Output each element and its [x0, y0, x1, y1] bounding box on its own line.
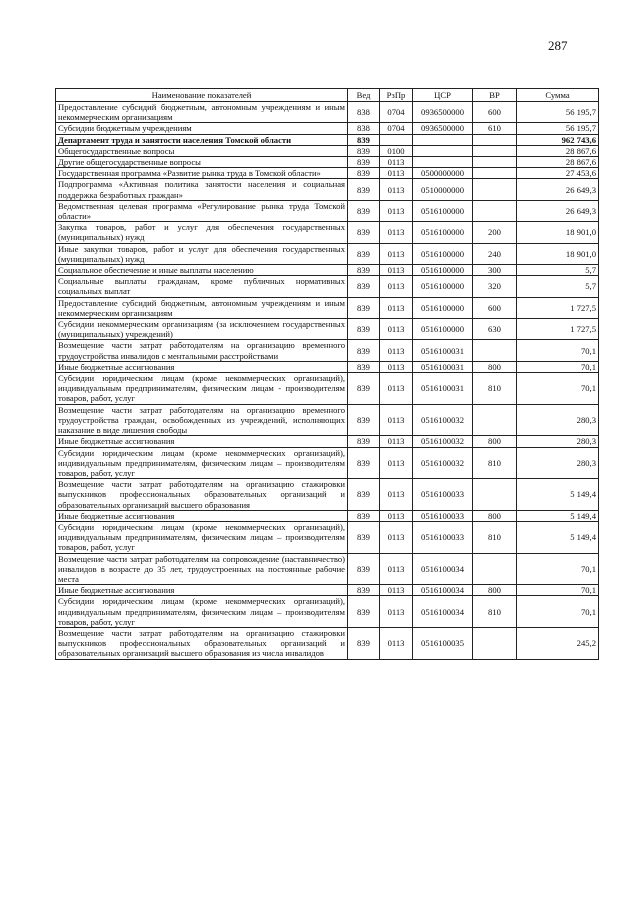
table-row [56, 157, 599, 168]
budget-table [55, 88, 599, 660]
row-csr: 0936500000 [413, 123, 473, 134]
table-row [56, 276, 599, 297]
row-name: Возмещение части затрат работодателям на сопровождение (наставничество) инвалидов в возрасте до 35 лет, трудоустроенных на постоянные рабочие места [56, 553, 348, 585]
row-sum: 70,1 [517, 340, 599, 361]
row-name: Подпрограмма «Активная политика занятости населения и социальная поддержка безработных граждан» [56, 179, 348, 200]
row-rzpr: 0113 [380, 510, 413, 521]
row-ved: 839 [348, 627, 380, 659]
header-ved: Вед [348, 89, 380, 102]
row-ved: 839 [348, 585, 380, 596]
row-rzpr: 0113 [380, 179, 413, 200]
row-rzpr: 0113 [380, 404, 413, 436]
row-sum: 70,1 [517, 585, 599, 596]
header-csr: ЦСР [413, 89, 473, 102]
table-row [56, 510, 599, 521]
table-row [56, 179, 599, 200]
row-csr: 0516100034 [413, 596, 473, 628]
row-sum: 70,1 [517, 596, 599, 628]
row-ved: 839 [348, 168, 380, 179]
row-csr: 0936500000 [413, 102, 473, 123]
row-csr: 0516100032 [413, 447, 473, 479]
table-row [56, 243, 599, 264]
row-csr: 0516100000 [413, 319, 473, 340]
row-vr [473, 627, 517, 659]
table-row [56, 553, 599, 585]
row-sum: 56 195,7 [517, 102, 599, 123]
row-ved: 838 [348, 123, 380, 134]
table-row [56, 102, 599, 123]
row-rzpr: 0113 [380, 157, 413, 168]
row-ved: 839 [348, 447, 380, 479]
row-vr: 600 [473, 297, 517, 318]
row-name: Иные бюджетные ассигнования [56, 510, 348, 521]
table-row [56, 447, 599, 479]
row-sum: 26 649,3 [517, 179, 599, 200]
row-ved: 839 [348, 297, 380, 318]
table-row [56, 168, 599, 179]
table-row [56, 585, 599, 596]
row-sum: 5 149,4 [517, 510, 599, 521]
row-sum: 280,3 [517, 404, 599, 436]
row-name: Иные закупки товаров, работ и услуг для обеспечения государственных (муниципальных) нужд [56, 243, 348, 264]
row-rzpr: 0113 [380, 596, 413, 628]
row-ved: 839 [348, 276, 380, 297]
table-row [56, 596, 599, 628]
row-sum: 5 149,4 [517, 521, 599, 553]
row-name: Государственная программа «Развитие рынка труда в Томской области» [56, 168, 348, 179]
row-ved: 839 [348, 319, 380, 340]
row-ved: 839 [348, 436, 380, 447]
row-ved: 839 [348, 361, 380, 372]
row-sum: 5,7 [517, 276, 599, 297]
row-csr: 0516100031 [413, 361, 473, 372]
row-rzpr: 0113 [380, 447, 413, 479]
row-vr: 810 [473, 447, 517, 479]
row-name: Субсидии некоммерческим организациям (за исключением государственных (муниципальных) учреждений) [56, 319, 348, 340]
row-ved: 839 [348, 265, 380, 276]
row-ved: 839 [348, 157, 380, 168]
row-name: Возмещение части затрат работодателям на организацию временного трудоустройства граждан, освобожденных из учреждений, исполняющих наказание в виде лишения свободы [56, 404, 348, 436]
row-rzpr: 0704 [380, 102, 413, 123]
row-ved: 839 [348, 521, 380, 553]
row-rzpr: 0113 [380, 627, 413, 659]
row-csr [413, 157, 473, 168]
row-csr: 0516100031 [413, 373, 473, 405]
row-csr: 0516100033 [413, 521, 473, 553]
table-row [56, 123, 599, 134]
row-csr: 0516100033 [413, 510, 473, 521]
row-csr: 0516100000 [413, 276, 473, 297]
header-sum: Сумма [517, 89, 599, 102]
row-rzpr: 0113 [380, 361, 413, 372]
row-ved: 839 [348, 243, 380, 264]
row-rzpr: 0100 [380, 145, 413, 156]
table-row [56, 145, 599, 156]
table-row [56, 319, 599, 340]
row-sum: 28 867,6 [517, 157, 599, 168]
row-vr: 800 [473, 585, 517, 596]
row-rzpr: 0113 [380, 373, 413, 405]
row-name: Общегосударственные вопросы [56, 145, 348, 156]
row-rzpr [380, 134, 413, 145]
row-sum: 1 727,5 [517, 319, 599, 340]
row-sum: 56 195,7 [517, 123, 599, 134]
row-rzpr: 0113 [380, 297, 413, 318]
row-rzpr: 0113 [380, 276, 413, 297]
row-vr: 810 [473, 596, 517, 628]
row-vr [473, 553, 517, 585]
row-name: Возмещение части затрат работодателям на организацию стажировки выпускников профессиональных образовательных организаций и образовательных организаций высшего образования [56, 479, 348, 511]
row-csr: 0516100031 [413, 340, 473, 361]
row-ved: 839 [348, 340, 380, 361]
table-row [56, 361, 599, 372]
row-sum: 28 867,6 [517, 145, 599, 156]
row-sum: 5,7 [517, 265, 599, 276]
row-ved: 839 [348, 145, 380, 156]
row-rzpr: 0113 [380, 521, 413, 553]
row-rzpr: 0113 [380, 340, 413, 361]
row-csr: 0516100032 [413, 436, 473, 447]
header-rzpr: РзПр [380, 89, 413, 102]
row-vr [473, 179, 517, 200]
table-row [56, 200, 599, 221]
row-vr: 810 [473, 521, 517, 553]
row-name: Возмещение части затрат работодателям на организацию временного трудоустройства инвалидов с ментальными расстройствами [56, 340, 348, 361]
row-name: Иные бюджетные ассигнования [56, 585, 348, 596]
table-row [56, 436, 599, 447]
row-csr [413, 145, 473, 156]
row-vr: 200 [473, 222, 517, 243]
row-name: Другие общегосударственные вопросы [56, 157, 348, 168]
row-rzpr: 0113 [380, 243, 413, 264]
row-sum: 280,3 [517, 436, 599, 447]
row-sum: 18 901,0 [517, 222, 599, 243]
row-name: Социальные выплаты гражданам, кроме публичных нормативных социальных выплат [56, 276, 348, 297]
row-name: Предоставление субсидий бюджетным, автономным учреждениям и иным некоммерческим организациям [56, 102, 348, 123]
row-vr: 810 [473, 373, 517, 405]
table-row [56, 521, 599, 553]
row-sum: 26 649,3 [517, 200, 599, 221]
row-name: Субсидии юридическим лицам (кроме некоммерческих организаций), индивидуальным предпринимателям, физическим лицам – производителям товаров, работ, услуг [56, 521, 348, 553]
page-number: 287 [548, 38, 568, 53]
table-row [56, 222, 599, 243]
row-vr: 800 [473, 361, 517, 372]
row-ved: 839 [348, 373, 380, 405]
row-name: Иные бюджетные ассигнования [56, 361, 348, 372]
row-name: Субсидии юридическим лицам (кроме некоммерческих организаций), индивидуальным предпринимателям, физическим лицам – производителям товаров, работ, услуг [56, 447, 348, 479]
row-csr: 0516100000 [413, 297, 473, 318]
row-sum: 70,1 [517, 361, 599, 372]
row-name: Департамент труда и занятости населения Томской области [56, 134, 348, 145]
table-row [56, 404, 599, 436]
row-csr: 0516100000 [413, 243, 473, 264]
row-csr: 0516100034 [413, 553, 473, 585]
row-rzpr: 0113 [380, 168, 413, 179]
row-vr [473, 168, 517, 179]
row-name: Закупка товаров, работ и услуг для обеспечения государственных (муниципальных) нужд [56, 222, 348, 243]
row-vr [473, 200, 517, 221]
row-ved: 839 [348, 404, 380, 436]
row-ved: 839 [348, 179, 380, 200]
row-sum: 280,3 [517, 447, 599, 479]
row-rzpr: 0704 [380, 123, 413, 134]
table-body [56, 102, 599, 660]
table-row [56, 134, 599, 145]
row-csr: 0516100035 [413, 627, 473, 659]
row-vr: 630 [473, 319, 517, 340]
row-name: Субсидии юридическим лицам (кроме некоммерческих организаций), индивидуальным предпринимателям, физическим лицам - производителям товаров, работ, услуг [56, 373, 348, 405]
row-ved: 839 [348, 553, 380, 585]
table-row [56, 340, 599, 361]
row-sum: 5 149,4 [517, 479, 599, 511]
table-row [56, 373, 599, 405]
header-name: Наименование показателей [56, 89, 348, 102]
row-name: Возмещение части затрат работодателям на организацию стажировки выпускников профессиональных образовательных организаций и образовательных организаций высшего образования из числа инвалидов [56, 627, 348, 659]
row-csr: 0516100000 [413, 200, 473, 221]
row-vr: 600 [473, 102, 517, 123]
row-csr: 0516100000 [413, 265, 473, 276]
row-vr: 320 [473, 276, 517, 297]
row-vr [473, 340, 517, 361]
row-name: Предоставление субсидий бюджетным, автономным учреждениям и иным некоммерческим организациям [56, 297, 348, 318]
row-rzpr: 0113 [380, 200, 413, 221]
row-ved: 839 [348, 222, 380, 243]
row-name: Социальное обеспечение и иные выплаты населению [56, 265, 348, 276]
row-sum: 1 727,5 [517, 297, 599, 318]
row-rzpr: 0113 [380, 319, 413, 340]
row-rzpr: 0113 [380, 436, 413, 447]
row-sum: 70,1 [517, 373, 599, 405]
row-rzpr: 0113 [380, 265, 413, 276]
row-vr: 800 [473, 510, 517, 521]
row-ved: 838 [348, 102, 380, 123]
row-sum: 245,2 [517, 627, 599, 659]
row-vr: 800 [473, 436, 517, 447]
row-csr: 0516100034 [413, 585, 473, 596]
row-csr: 0510000000 [413, 179, 473, 200]
header-vr: ВР [473, 89, 517, 102]
row-ved: 839 [348, 134, 380, 145]
row-rzpr: 0113 [380, 585, 413, 596]
row-ved: 839 [348, 510, 380, 521]
row-vr [473, 157, 517, 168]
row-csr: 0500000000 [413, 168, 473, 179]
row-sum: 27 453,6 [517, 168, 599, 179]
row-vr: 300 [473, 265, 517, 276]
row-csr: 0516100032 [413, 404, 473, 436]
row-vr [473, 479, 517, 511]
row-ved: 839 [348, 596, 380, 628]
table-row [56, 627, 599, 659]
row-vr [473, 145, 517, 156]
row-sum: 18 901,0 [517, 243, 599, 264]
table-header-row [56, 89, 599, 102]
table-row [56, 265, 599, 276]
table-row [56, 479, 599, 511]
row-vr [473, 404, 517, 436]
row-csr: 0516100000 [413, 222, 473, 243]
row-name: Иные бюджетные ассигнования [56, 436, 348, 447]
table-row [56, 297, 599, 318]
row-csr: 0516100033 [413, 479, 473, 511]
row-rzpr: 0113 [380, 222, 413, 243]
row-rzpr: 0113 [380, 553, 413, 585]
row-vr: 240 [473, 243, 517, 264]
row-csr [413, 134, 473, 145]
row-sum: 962 743,6 [517, 134, 599, 145]
row-ved: 839 [348, 200, 380, 221]
row-sum: 70,1 [517, 553, 599, 585]
row-ved: 839 [348, 479, 380, 511]
row-vr [473, 134, 517, 145]
row-name: Субсидии юридическим лицам (кроме некоммерческих организаций), индивидуальным предпринимателям, физическим лицам – производителям товаров, работ, услуг [56, 596, 348, 628]
row-vr: 610 [473, 123, 517, 134]
row-name: Субсидии бюджетным учреждениям [56, 123, 348, 134]
row-name: Ведомственная целевая программа «Регулирование рынка труда Томской области» [56, 200, 348, 221]
row-rzpr: 0113 [380, 479, 413, 511]
